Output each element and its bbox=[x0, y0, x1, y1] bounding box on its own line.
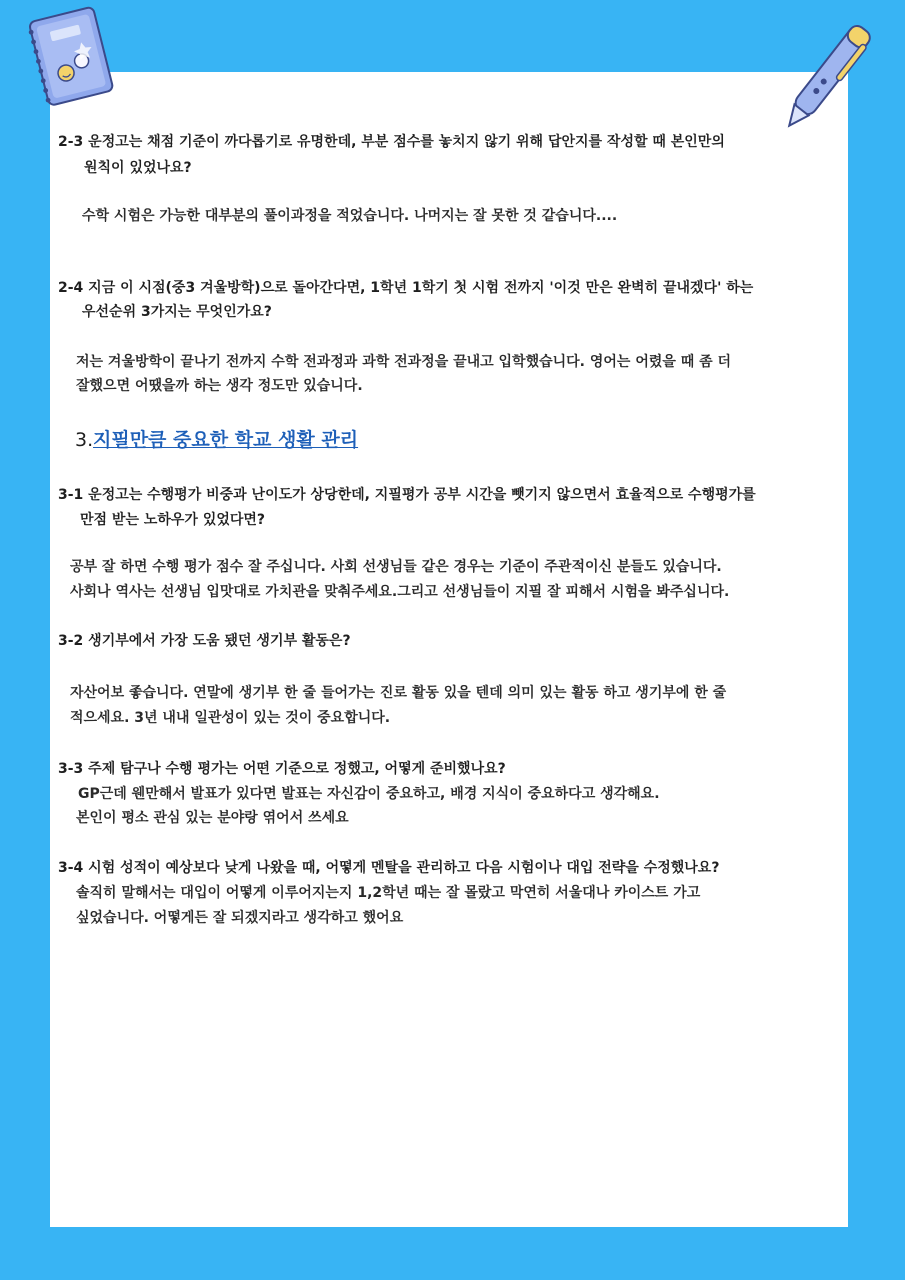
question-2-3-line2: 원칙이 있었나요? bbox=[84, 160, 192, 176]
answer-3-3-line1: GP근데 웬만해서 발표가 있다면 발표는 자신감이 중요하고, 배경 지식이 중요하다고 생각해요. bbox=[78, 786, 660, 802]
question-2-4-line2: 우선순위 3가지는 무엇인가요? bbox=[82, 304, 272, 320]
question-3-1-line1: 3-1 운정고는 수행평가 비중과 난이도가 상당한데, 지필평가 공부 시간을 뺏기지 않으면서 효율적으로 수행평가를 bbox=[58, 487, 756, 503]
notebook-icon bbox=[18, 2, 118, 110]
answer-2-4-line1: 저는 겨울방학이 끝나기 전까지 수학 전과정과 과학 전과정을 끝내고 입학했습니다. 영어는 어렸을 때 좀 더 bbox=[76, 354, 732, 370]
answer-3-2-line1: 자산어보 좋습니다. 연말에 생기부 한 줄 들어가는 진로 활동 있을 텐데 의미 있는 활동 하고 생기부에 한 줄 bbox=[70, 685, 727, 701]
question-3-1-line2: 만점 받는 노하우가 있었다면? bbox=[80, 512, 266, 528]
pen-icon bbox=[770, 12, 882, 142]
answer-3-1-line2: 사회나 역사는 선생님 입맛대로 가치관을 맞춰주세요.그리고 선생님들이 지필 잘 피해서 시험을 봐주십니다. bbox=[70, 584, 730, 600]
answer-3-4-line2: 싶었습니다. 어떻게든 잘 되겠지라고 생각하고 했어요 bbox=[76, 910, 404, 926]
section-3-title: 지필만큼 중요한 학교 생활 관리 bbox=[93, 429, 359, 451]
question-3-4-line1: 3-4 시험 성적이 예상보다 낮게 나왔을 때, 어떻게 멘탈을 관리하고 다음 시험이나 대입 전략을 수정했나요? bbox=[58, 860, 720, 876]
section-3-number: 3. bbox=[75, 429, 94, 451]
question-2-4-line1: 2-4 지금 이 시점(중3 겨울방학)으로 돌아간다면, 1학년 1학기 첫 시험 전까지 '이것 만은 완벽히 끝내겠다' 하는 bbox=[58, 280, 754, 296]
answer-3-2-line2: 적으세요. 3년 내내 일관성이 있는 것이 중요합니다. bbox=[70, 710, 391, 726]
answer-2-4-line2: 잘했으면 어땠을까 하는 생각 정도만 있습니다. bbox=[76, 378, 363, 394]
question-3-3-line1: 3-3 주제 탐구나 수행 평가는 어떤 기준으로 정했고, 어떻게 준비했나요? bbox=[58, 761, 506, 777]
question-2-3-line1: 2-3 운정고는 채점 기준이 까다롭기로 유명한데, 부분 점수를 놓치지 않기 위해 답안지를 작성할 때 본인만의 bbox=[58, 134, 725, 150]
answer-3-4-line1: 솔직히 말해서는 대입이 어떻게 이루어지는지 1,2학년 때는 잘 몰랐고 막연히 서울대나 카이스트 가고 bbox=[76, 885, 701, 901]
question-3-2-line1: 3-2 생기부에서 가장 도움 됐던 생기부 활동은? bbox=[58, 633, 351, 649]
answer-2-3-line1: 수학 시험은 가능한 대부분의 풀이과정을 적었습니다. 나머지는 잘 못한 것 같습니다.... bbox=[82, 208, 618, 224]
answer-3-3-line2: 본인이 평소 관심 있는 분야랑 엮어서 쓰세요 bbox=[76, 810, 349, 826]
answer-3-1-line1: 공부 잘 하면 수행 평가 점수 잘 주십니다. 사회 선생님들 같은 경우는 기준이 주관적이신 분들도 있습니다. bbox=[70, 559, 722, 575]
